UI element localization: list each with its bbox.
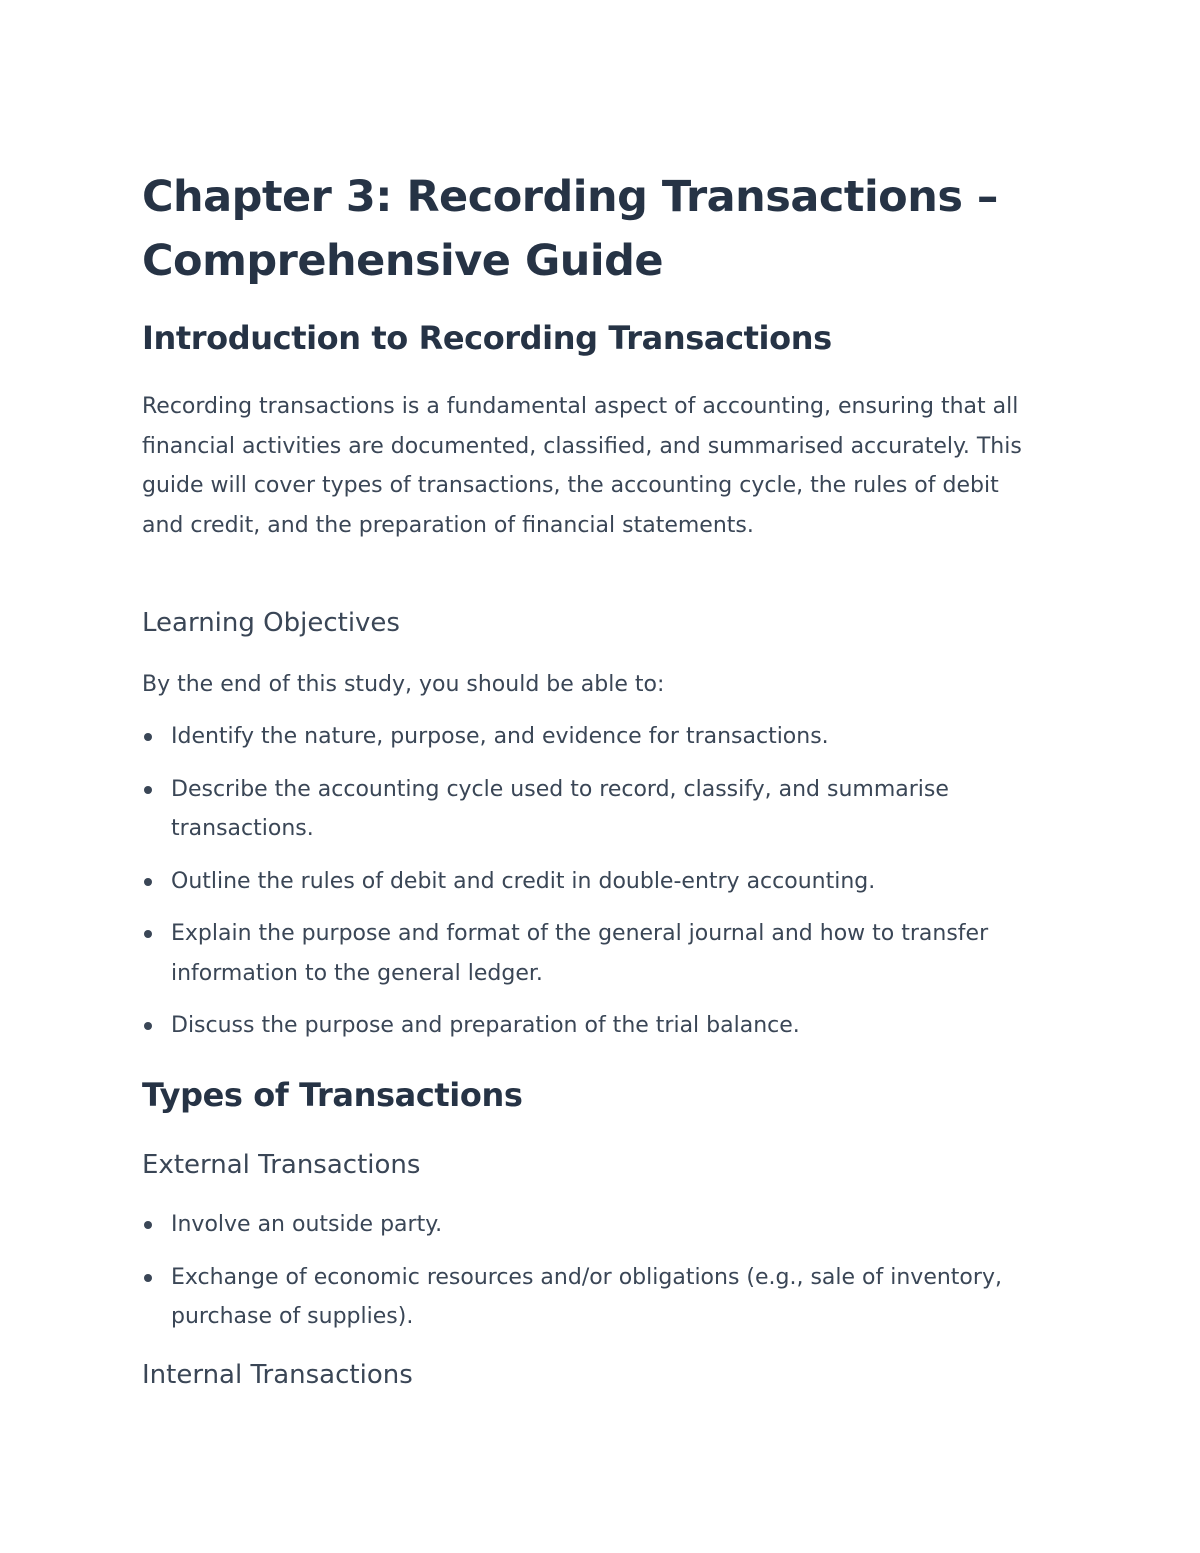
bullet-icon (144, 786, 152, 794)
bullet-icon (144, 1274, 152, 1282)
objectives-list (142, 717, 1062, 1046)
bullet-icon (144, 930, 152, 938)
list-item (142, 1258, 1062, 1337)
bullet-icon (144, 878, 152, 886)
bullet-icon (144, 1022, 152, 1030)
bullet-icon (144, 1221, 152, 1229)
document-title: Chapter 3: Recording Transactions – Comprehensive Guide (142, 172, 998, 286)
external-heading: External Transactions (142, 1150, 421, 1180)
external-list (142, 1205, 1062, 1337)
list-item (142, 862, 1062, 902)
internal-heading: Internal Transactions (142, 1360, 413, 1390)
list-item (142, 717, 1062, 757)
list-item (142, 770, 1062, 849)
bullet-icon (144, 733, 152, 741)
objective-text: Identify the nature, purpose, and evidence for transactions. (171, 724, 829, 749)
objective-text: Outline the rules of debit and credit in double-entry accounting. (171, 868, 876, 894)
intro-paragraph: Recording transactions is a fundamental aspect of accounting, ensuring that all financial activities are documented, classified, and summarised accurately. This guide will cover types of transactions, the accounting cycle, the rules of debit and credit, and the preparation of financial statements. (142, 394, 1022, 538)
objective-text: Explain the purpose and format of the general journal and how to transfer information to the general ledger. (171, 921, 989, 986)
types-heading: Types of Transactions (142, 1076, 523, 1114)
objectives-heading: Learning Objectives (142, 608, 400, 638)
list-item (142, 914, 1062, 993)
objectives-lead: By the end of this study, you should be able to: (142, 672, 665, 697)
objective-text: Describe the accounting cycle used to record, classify, and summarise transactions. (171, 776, 949, 841)
intro-heading: Introduction to Recording Transactions (142, 319, 832, 357)
list-item (142, 1205, 1062, 1245)
external-item-text: Exchange of economic resources and/or obligations (e.g., sale of inventory, purchase of supplies). (171, 1264, 1002, 1329)
external-item-text: Involve an outside party. (171, 1212, 443, 1237)
objective-text: Discuss the purpose and preparation of the trial balance. (171, 1013, 800, 1038)
list-item (142, 1006, 1062, 1046)
